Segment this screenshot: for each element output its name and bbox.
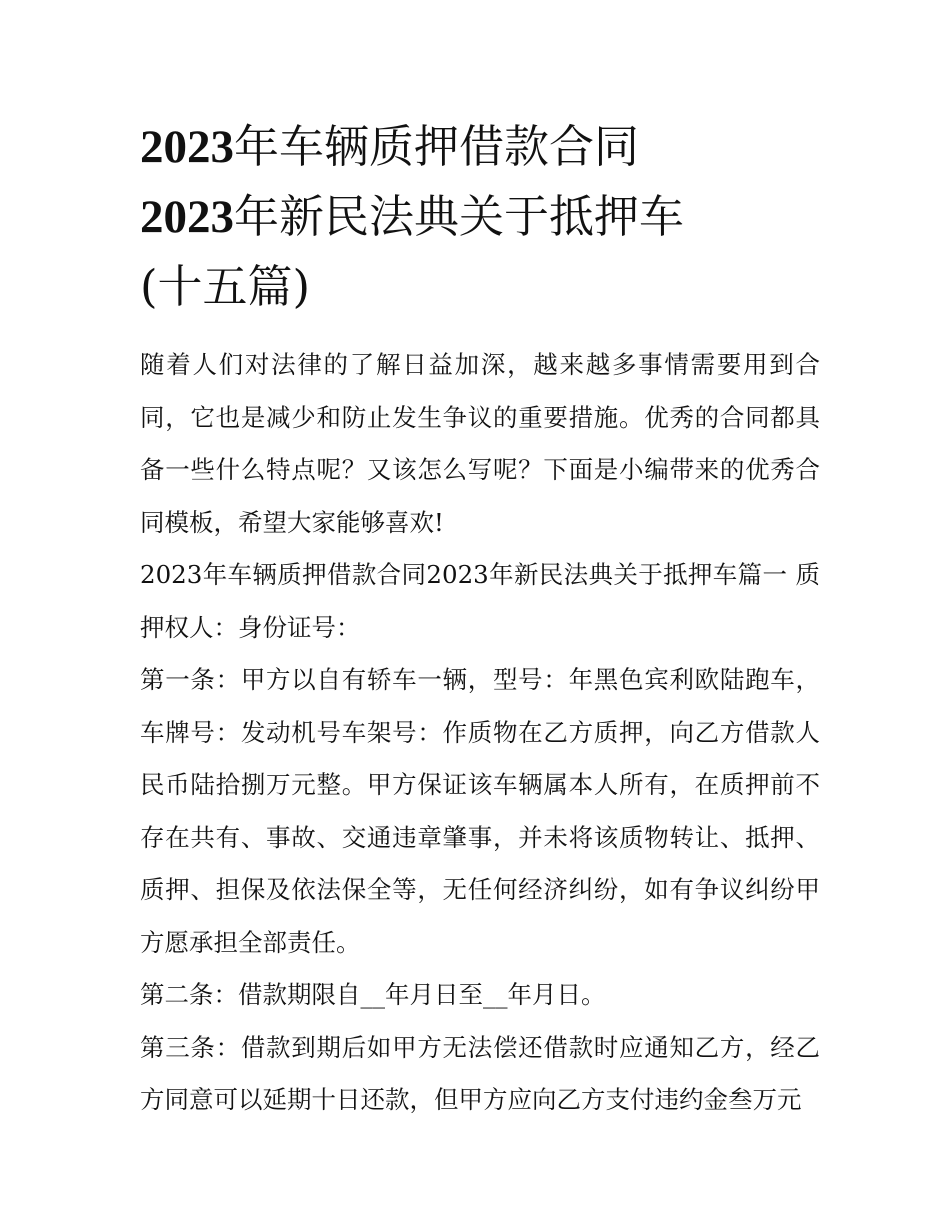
title-text: 年车辆质押借款合同	[234, 120, 640, 173]
document-page	[140, 112, 820, 1127]
document-title	[140, 112, 820, 322]
article-1-paragraph: 第一条：甲方以自有轿车一辆，型号：年黑色宾利欧陆跑车，车牌号：发动机号车架号：作质物在乙方质押，向乙方借款人民币陆拾捌万元整。甲方保证该车辆属本人所有，在质押前不存在共有、事故、交通违章肇事，并未将该质物转让、抵押、质押、担保及依法保全等，无任何经济纠纷，如有争议纠纷甲方愿承担全部责任。	[140, 665, 820, 957]
title-year: 2023	[140, 191, 234, 243]
article-3-paragraph: 第三条：借款到期后如甲方无法偿还借款时应通知乙方，经乙方同意可以延期十日还款，但甲方应向乙方支付违约金叁万元	[140, 1032, 820, 1114]
title-line-1	[140, 112, 820, 182]
title-text: (十五篇)	[140, 260, 311, 313]
article-2-paragraph: 第二条：借款期限自__年月日至__年月日。	[140, 980, 606, 1009]
title-year: 2023	[140, 121, 234, 173]
intro-paragraph: 随着人们对法律的了解日益加深，越来越多事情需要用到合同，它也是减少和防止发生争议的重要措施。优秀的合同都具备一些什么特点呢？又该怎么写呢？下面是小编带来的优秀合同模板，希望大家能够喜欢!	[140, 350, 820, 537]
title-line-3	[140, 252, 820, 322]
contract-heading-paragraph: 2023年车辆质押借款合同2023年新民法典关于抵押车篇一 质押权人：身份证号：	[140, 560, 820, 642]
title-line-2	[140, 182, 820, 252]
title-text: 年新民法典关于抵押车	[234, 190, 685, 243]
